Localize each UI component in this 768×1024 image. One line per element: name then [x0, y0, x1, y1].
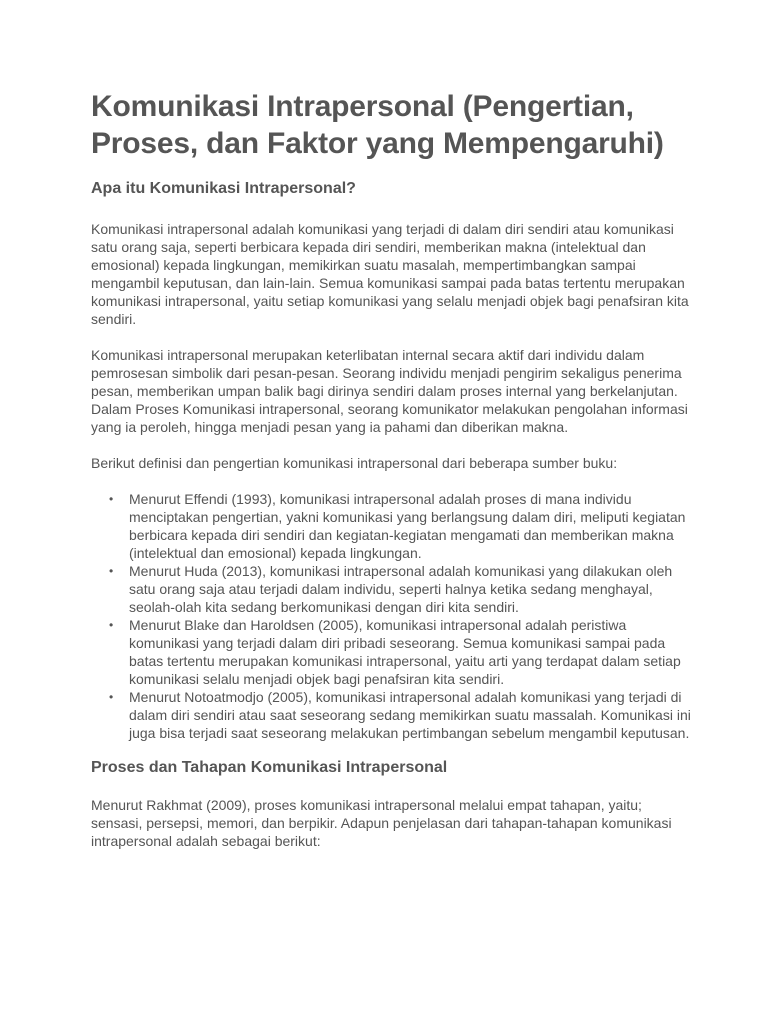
section-heading-what-is: Apa itu Komunikasi Intrapersonal? — [91, 180, 356, 197]
paragraph-sources-intro: Berikut definisi dan pengertian komunikasi intrapersonal dari beberapa sumber buku: — [91, 455, 618, 471]
bullet-icon: • — [109, 618, 114, 632]
section-heading-process: Proses dan Tahapan Komunikasi Intrapersonal — [91, 759, 448, 776]
list-item — [91, 562, 691, 616]
paragraph-internal-involvement: Komunikasi intrapersonal merupakan keterlibatan internal secara aktif dari individu dalam pemrosesan simbolik dari pesan-pesan. Seorang individu menjadi pengirim sekaligus penerima pesan, memberikan umpan balik bagi dirinya sendiri dalam proses internal yang berkelanjutan. Dalam Proses Komunikasi intrapersonal, seorang komunikator melakukan pengolahan informasi yang ia peroleh, hingga menjadi pesan yang ia pahami dan diberikan makna. — [91, 347, 688, 435]
list-item — [91, 688, 691, 742]
paragraph-process-stages: Menurut Rakhmat (2009), proses komunikasi intrapersonal melalui empat tahapan, yaitu; sensasi, persepsi, memori, dan berpikir. Adapun penjelasan dari tahapan-tahapan komunikasi intrapersonal adalah sebagai berikut: — [91, 797, 672, 849]
bullet-icon: • — [109, 492, 114, 506]
page-title — [91, 88, 691, 162]
page-title-line2: Proses, dan Faktor yang Mempengaruhi) — [91, 127, 664, 160]
list-item-text: Menurut Huda (2013), komunikasi intrapersonal adalah komunikasi yang dilakukan oleh satu orang saja atau terjadi dalam individu, seperti halnya ketika sedang menghayal, seolah-olah kita sedang berkomunikasi dengan diri kita sendiri. — [129, 563, 673, 615]
list-item — [91, 616, 691, 688]
page-title-line1: Komunikasi Intrapersonal (Pengertian, — [91, 90, 634, 123]
list-item-text: Menurut Notoatmodjo (2005), komunikasi intrapersonal adalah komunikasi yang terjadi di dalam diri sendiri atau saat seseorang sedang memikirkan suatu massalah. Komunikasi ini juga bisa terjadi saat seseorang melakukan pertimbangan sebelum mengambil keputusan. — [129, 689, 691, 741]
definitions-list — [91, 490, 691, 742]
document-page — [91, 88, 691, 850]
list-item — [91, 490, 691, 562]
bullet-icon: • — [109, 564, 114, 578]
bullet-icon: • — [109, 690, 114, 704]
list-item-text: Menurut Effendi (1993), komunikasi intrapersonal adalah proses di mana individu menciptakan pengertian, yakni komunikasi yang berlangsung dalam diri, meliputi kegiatan berbicara kepada diri sendiri dan kegiatan-kegiatan mengamati dan memberikan makna (intelektual dan emosional) kepada lingkungan. — [129, 491, 686, 561]
paragraph-definition: Komunikasi intrapersonal adalah komunikasi yang terjadi di dalam diri sendiri atau komunikasi satu orang saja, seperti berbicara kepada diri sendiri, memberikan makna (intelektual dan emosional) kepada lingkungan, memikirkan suatu masalah, mempertimbangkan sampai mengambil keputusan, dan lain-lain. Semua komunikasi sampai pada batas tertentu merupakan komunikasi intrapersonal, yaitu setiap komunikasi yang selalu menjadi objek bagi penafsiran kita sendiri. — [91, 221, 689, 327]
list-item-text: Menurut Blake dan Haroldsen (2005), komunikasi intrapersonal adalah peristiwa komunikasi yang terjadi dalam diri pribadi seseorang. Semua komunikasi sampai pada batas tertentu merupakan komunikasi intrapersonal, yaitu arti yang terdapat dalam setiap komunikasi selalu menjadi objek bagi penafsiran kita sendiri. — [129, 617, 681, 687]
